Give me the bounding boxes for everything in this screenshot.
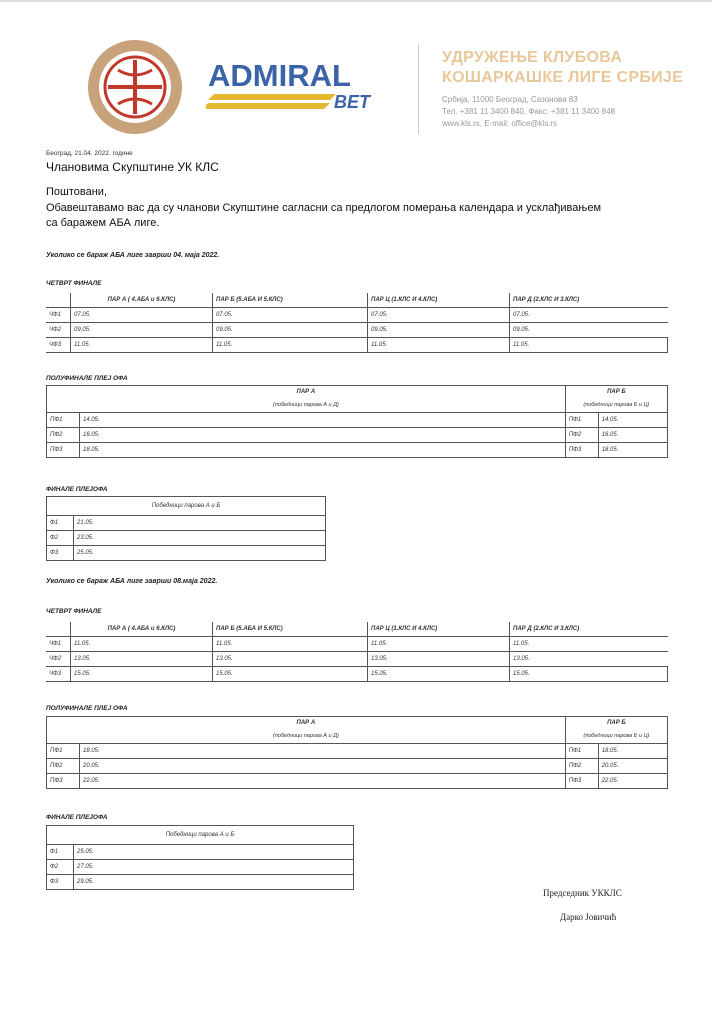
sf-pair-a-sub: (победници парова А и Д): [272, 402, 339, 408]
sf-pair-a-title: ПАР А: [296, 720, 316, 726]
letter-date: Београд, 21.04. 2022. године: [46, 150, 133, 157]
row-label: Ф1: [47, 516, 74, 531]
qf-header: ПАР А ( 4.АБА и 6.КЛС): [71, 622, 213, 637]
table-row: [47, 428, 668, 443]
signature-title: Председник УККЛС: [543, 888, 622, 898]
org-phone: Тел. +381 11 3400 840, Факс: +381 11 3400 848: [442, 107, 616, 116]
sf-title: ПОЛУФИНАЛЕ ПЛЕЈ ОФА: [46, 705, 128, 712]
qf-header: ПАР Ц (1.КЛС И 4.КЛС): [368, 293, 510, 308]
row-label: ПФ3: [47, 443, 80, 458]
date-cell: 13.05.: [213, 652, 368, 667]
sf-pair-b-sub: (победници парова Б и Ц): [565, 729, 667, 744]
row-label: ПФ1: [565, 413, 598, 428]
qf-header: ПАР Д (2.КЛС И 3.КЛС): [510, 622, 668, 637]
row-label: Ф3: [47, 546, 74, 561]
table-row: [47, 774, 668, 789]
final-title: ФИНАЛЕ ПЛЕЈОФА: [46, 814, 108, 821]
org-address: Србија, 11000 Београд, Сазонова 83: [442, 95, 578, 104]
date-cell: 13.05.: [510, 652, 668, 667]
date-cell: 22.05.: [80, 774, 566, 789]
date-cell: 18.05.: [80, 744, 566, 759]
date-cell: 15.05.: [71, 667, 213, 682]
org-name-line2: КОШАРКАШКЕ ЛИГЕ СРБИЈЕ: [442, 69, 684, 86]
final-title: ФИНАЛЕ ПЛЕЈОФА: [46, 486, 108, 493]
brand-text: ADMIRAL: [208, 58, 351, 93]
table-row: [47, 875, 354, 890]
date-cell: 29.05.: [74, 875, 354, 890]
row-label: ЧФ1: [46, 308, 71, 323]
row-label: ЧФ3: [46, 338, 71, 353]
row-label: ПФ1: [47, 744, 80, 759]
qf-title: ЧЕТВРТ ФИНАЛЕ: [46, 608, 102, 615]
sf-pair-a-sub: (победници парова А и Д): [272, 733, 339, 739]
row-label: ПФ3: [47, 774, 80, 789]
qf-header: ПАР Б (5.АБА И 5.КЛС): [213, 622, 368, 637]
table-row: [47, 759, 668, 774]
date-cell: 07.05.: [71, 308, 213, 323]
date-cell: 20.05.: [80, 759, 566, 774]
row-label: ЧФ2: [46, 652, 71, 667]
row-label: ЧФ3: [46, 667, 71, 682]
date-cell: 18.05.: [80, 443, 566, 458]
quarterfinal-table: [46, 293, 668, 353]
date-cell: 11.05.: [368, 338, 510, 353]
date-cell: 15.05.: [213, 667, 368, 682]
date-cell: 11.05.: [71, 637, 213, 652]
date-cell: 22.05.: [598, 774, 667, 789]
date-cell: 27.05.: [74, 860, 354, 875]
final-table: [46, 496, 326, 561]
row-label: ПФ1: [47, 413, 80, 428]
date-cell: 14.05.: [598, 413, 667, 428]
qf-header: ПАР Ц (1.КЛС И 4.КЛС): [368, 622, 510, 637]
table-row: [47, 443, 668, 458]
date-cell: 18.05.: [598, 443, 667, 458]
date-cell: 25.05.: [74, 845, 354, 860]
date-cell: 18.05.: [598, 744, 667, 759]
date-cell: 07.05.: [510, 308, 668, 323]
scenario-condition: Уколико се бараж АБА лиге заврши 04. маја 2022.: [46, 252, 220, 259]
row-label: Ф2: [47, 531, 74, 546]
date-cell: 09.05.: [510, 323, 668, 338]
org-web: www.kls.rs, E-mail: office@kls.rs: [442, 119, 558, 128]
date-cell: 21.05.: [74, 516, 326, 531]
date-cell: 16.05.: [80, 428, 566, 443]
org-name-line1: УДРУЖЕЊЕ КЛУБОВА: [442, 49, 623, 66]
org-block: [442, 48, 692, 130]
date-cell: 15.05.: [368, 667, 510, 682]
table-row: [47, 845, 354, 860]
kls-seal-logo: [88, 40, 182, 134]
date-cell: 20.05.: [598, 759, 667, 774]
row-label: ПФ3: [565, 443, 598, 458]
row-label: Ф3: [47, 875, 74, 890]
header-divider: [418, 44, 419, 134]
table-row: [47, 413, 668, 428]
date-cell: 11.05.: [213, 637, 368, 652]
table-row: [46, 338, 668, 353]
final-table: [46, 825, 354, 890]
table-row: [47, 546, 326, 561]
date-cell: 11.05.: [510, 637, 668, 652]
date-cell: 09.05.: [71, 323, 213, 338]
date-cell: 07.05.: [368, 308, 510, 323]
row-label: Ф2: [47, 860, 74, 875]
admiral-bet-logo: [206, 56, 396, 116]
table-row: [47, 531, 326, 546]
sf-pair-b-title: ПАР Б: [565, 717, 667, 730]
row-label: ЧФ2: [46, 323, 71, 338]
table-row: [46, 637, 668, 652]
qf-header: ПАР Д (2.КЛС И 3.КЛС): [510, 293, 668, 308]
date-cell: 07.05.: [213, 308, 368, 323]
date-cell: 23.05.: [74, 531, 326, 546]
row-label: ЧФ1: [46, 637, 71, 652]
date-cell: 15.05.: [510, 667, 668, 682]
date-cell: 16.05.: [598, 428, 667, 443]
date-cell: 14.05.: [80, 413, 566, 428]
final-sub: Победници парова А и Б: [165, 832, 235, 838]
qf-header: ПАР Б (5.АБА И 5.КЛС): [213, 293, 368, 308]
table-row: [47, 516, 326, 531]
table-row: [47, 744, 668, 759]
letter-greeting: Поштовани,: [46, 186, 107, 198]
letter-recipient: Члановима Скупштине УК КЛС: [46, 160, 219, 174]
final-sub: Победници парова А и Б: [151, 503, 221, 509]
table-row: [46, 323, 668, 338]
date-cell: 11.05.: [510, 338, 668, 353]
brand-sub-text: BET: [334, 92, 370, 112]
semifinal-table: [46, 385, 668, 458]
sf-pair-a-title: ПАР А: [296, 389, 316, 395]
sf-title: ПОЛУФИНАЛЕ ПЛЕЈ ОФА: [46, 375, 128, 382]
date-cell: 13.05.: [71, 652, 213, 667]
scenario-condition: Уколико се бараж АБА лиге заврши 08.маја 2022.: [46, 578, 218, 585]
qf-header: ПАР А ( 4.АБА и 6.КЛС): [71, 293, 213, 308]
table-row: [47, 860, 354, 875]
date-cell: 09.05.: [368, 323, 510, 338]
semifinal-table: [46, 716, 668, 789]
date-cell: 11.05.: [368, 637, 510, 652]
row-label: ПФ2: [47, 428, 80, 443]
date-cell: 25.05.: [74, 546, 326, 561]
row-label: ПФ2: [47, 759, 80, 774]
table-row: [46, 667, 668, 682]
qf-title: ЧЕТВРТ ФИНАЛЕ: [46, 280, 102, 287]
letter-body: Обавештавамо вас да су чланови Скупштине сагласни са предлогом померања календара и усклађивањем са баражем АБА лиге.: [46, 202, 602, 229]
row-label: Ф1: [47, 845, 74, 860]
sf-pair-b-title: ПАР Б: [565, 386, 667, 399]
quarterfinal-table: [46, 622, 668, 682]
table-row: [46, 652, 668, 667]
row-label: ПФ2: [565, 759, 598, 774]
top-border: [0, 0, 712, 2]
row-label: ПФ1: [565, 744, 598, 759]
date-cell: 09.05.: [213, 323, 368, 338]
sf-pair-b-sub: (победници парова Б и Ц): [565, 398, 667, 413]
table-row: [46, 308, 668, 323]
row-label: ПФ2: [565, 428, 598, 443]
date-cell: 11.05.: [213, 338, 368, 353]
date-cell: 13.05.: [368, 652, 510, 667]
date-cell: 11.05.: [71, 338, 213, 353]
signature-name: Дарко Јовичић: [560, 912, 617, 922]
row-label: ПФ3: [565, 774, 598, 789]
